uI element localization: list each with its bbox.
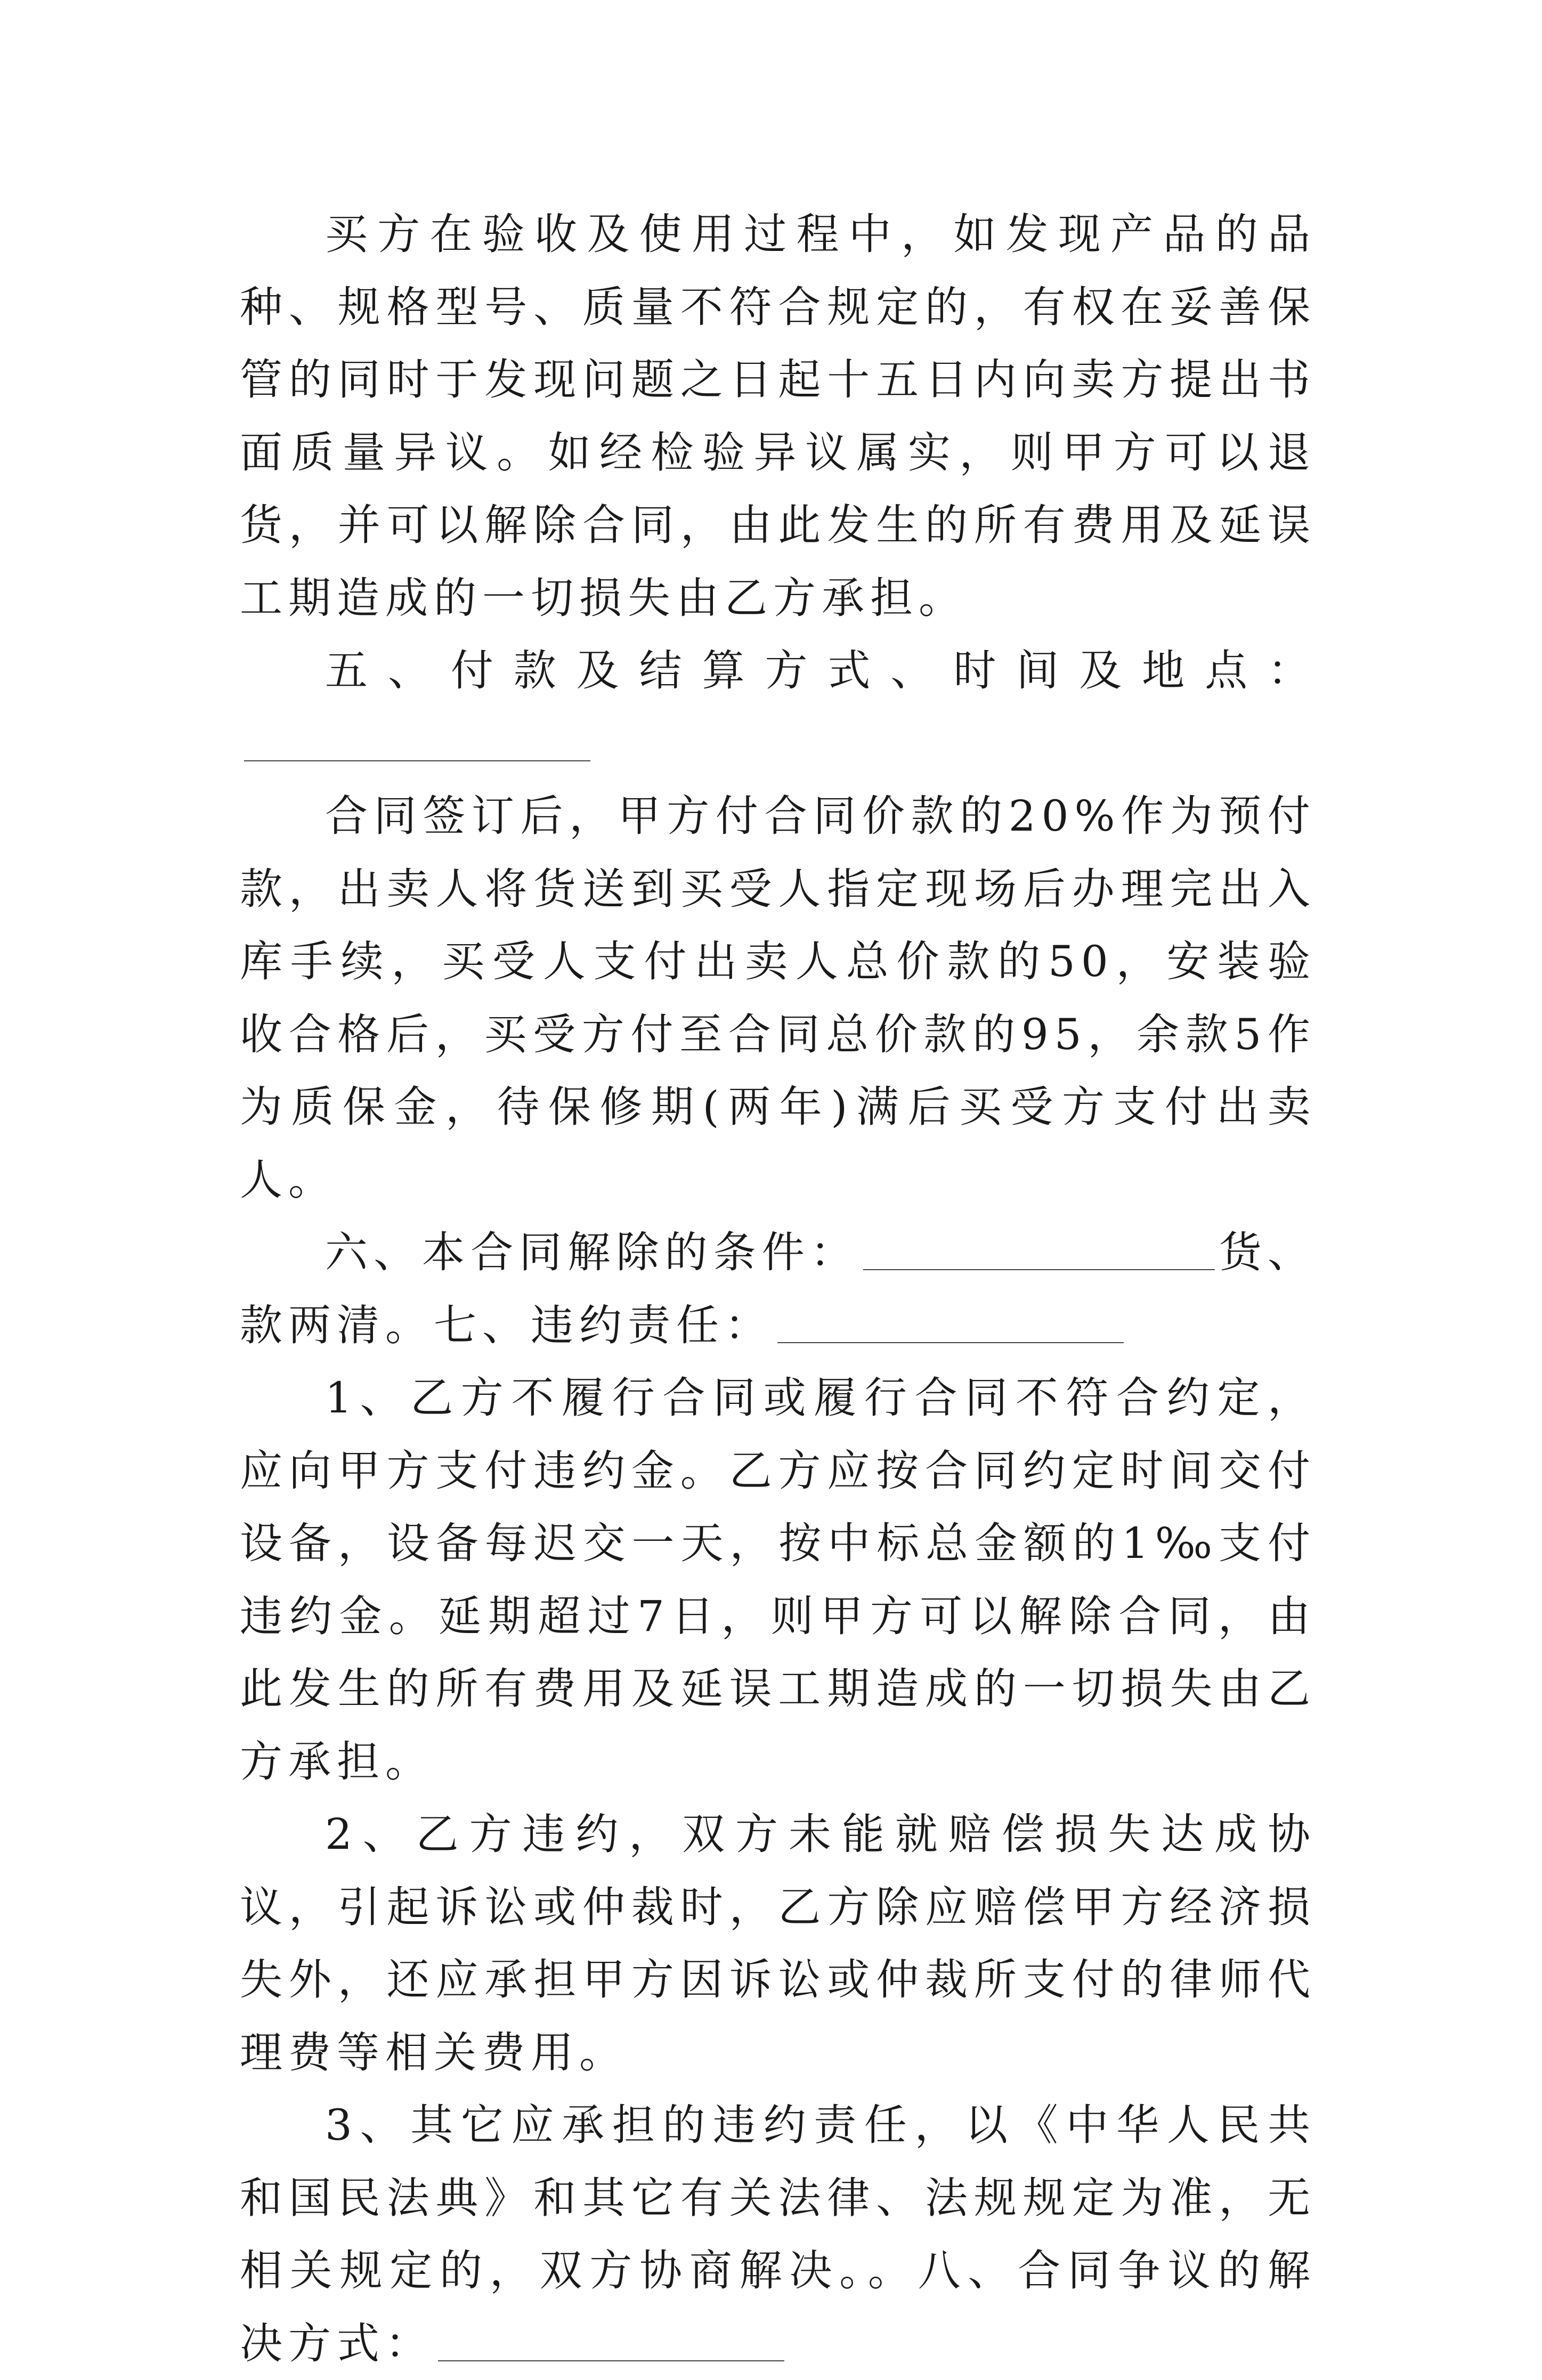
paragraph-liability-1: 1、乙方不履行合同或履行合同不符合约定，应向甲方支付违约金。乙方应按合同约定时间交付设备，设备每迟交一天，按中标总金额的1‰支付违约金。延期超过7日，则甲方可以解除合同，由此发生的所有费用及延误工期造成的一切损失由乙方承担。 xyxy=(240,1373,1316,1786)
fill-in-blank-dispute xyxy=(438,2318,784,2361)
document-page xyxy=(240,198,1316,2380)
fill-in-blank-termination xyxy=(863,1226,1215,1270)
fill-in-blank-liability xyxy=(777,1299,1124,1343)
section-8-heading-text: 3、其它应承担的违约责任，以《中华人民共和国民法典》和其它有关法律、法规规定为准，无相关规定的，双方协商解决。。八、合同争议的解决方式： xyxy=(240,2100,1316,2368)
paragraph-payment-terms: 合同签订后，甲方付合同价款的20%作为预付款，出卖人将货送到买受人指定现场后办理完出入库手续，买受人支付出卖人总价款的50，安装验收合格后，买受方付至合同总价款的95，余款5作为质保金，待保修期(两年)满后买受方支付出卖人。 xyxy=(240,791,1316,1205)
paragraph-liability-2: 2、乙方违约，双方未能就赔偿损失达成协议，引起诉讼或仲裁时，乙方除应赔偿甲方经济损失外，还应承担甲方因诉讼或仲裁所支付的律师代理费等相关费用。 xyxy=(240,1809,1316,2077)
paragraph-liability-3 xyxy=(240,2089,1316,2380)
section-5-heading-text: 五、付款及结算方式、时间及地点： xyxy=(325,646,1316,695)
section-6-heading-text: 六、本合同解除的条件： xyxy=(325,1228,859,1277)
paragraph-section-5-heading xyxy=(240,635,1316,780)
section-7-heading-text: 货、款两清。七、违约责任： xyxy=(240,1228,1317,1350)
paragraph-section-6-7-heading xyxy=(240,1216,1316,1362)
paragraph-quality-objection: 买方在验收及使用过程中，如发现产品的品种、规格型号、质量不符合规定的，有权在妥善保管的同时于发现问题之日起十五日内向卖方提出书面质量异议。如经检验异议属实，则甲方可以退货，并可以解除合同，由此发生的所有费用及延误工期造成的一切损失由乙方承担。 xyxy=(240,209,1316,623)
fill-in-blank-payment xyxy=(244,718,590,761)
